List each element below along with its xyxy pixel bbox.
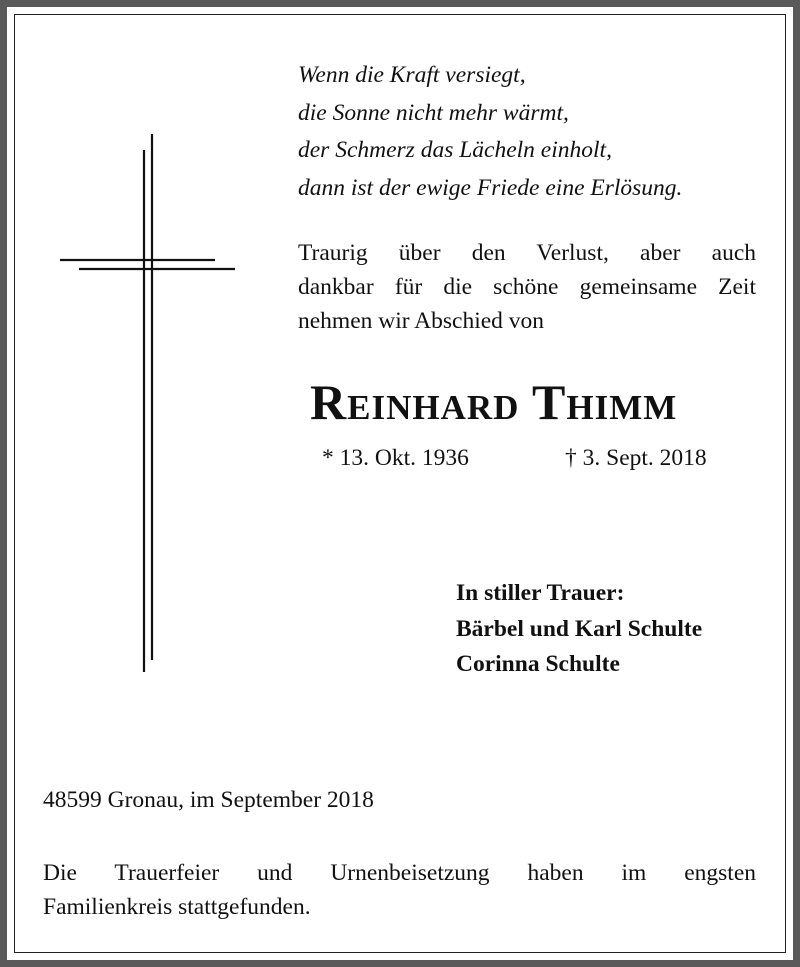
farewell-line: dankbar für die schöne gemeinsame Zeit (298, 274, 756, 300)
mourners-block (456, 576, 702, 683)
mourner-name: Bärbel und Karl Schulte (456, 615, 703, 642)
poem (298, 57, 768, 207)
birth-date: * 13. Okt. 1936 (322, 445, 469, 471)
poem-line: die Sonne nicht mehr wärmt, (298, 99, 569, 126)
funeral-note-line: Die Trauerfeier und Urnenbeisetzung haben im engsten (43, 860, 756, 886)
poem-line: dann ist der ewige Friede eine Erlösung. (298, 174, 683, 201)
funeral-note-line: Familienkreis stattgefunden. (43, 894, 311, 920)
funeral-note (43, 856, 756, 924)
farewell-text (298, 236, 756, 338)
death-date: † 3. Sept. 2018 (565, 445, 707, 471)
poem-line: der Schmerz das Lächeln einholt, (298, 137, 612, 163)
deceased-name: Reinhard Thimm (310, 374, 678, 430)
farewell-line: Traurig über den Verlust, aber auch (298, 240, 756, 266)
cross-icon (55, 130, 245, 675)
mourner-name: Corinna Schulte (456, 651, 620, 677)
farewell-line: nehmen wir Abschied von (298, 308, 545, 334)
place-date: 48599 Gronau, im September 2018 (43, 787, 374, 813)
mourners-heading: In stiller Trauer: (456, 580, 625, 606)
poem-line: Wenn die Kraft versiegt, (298, 62, 526, 88)
